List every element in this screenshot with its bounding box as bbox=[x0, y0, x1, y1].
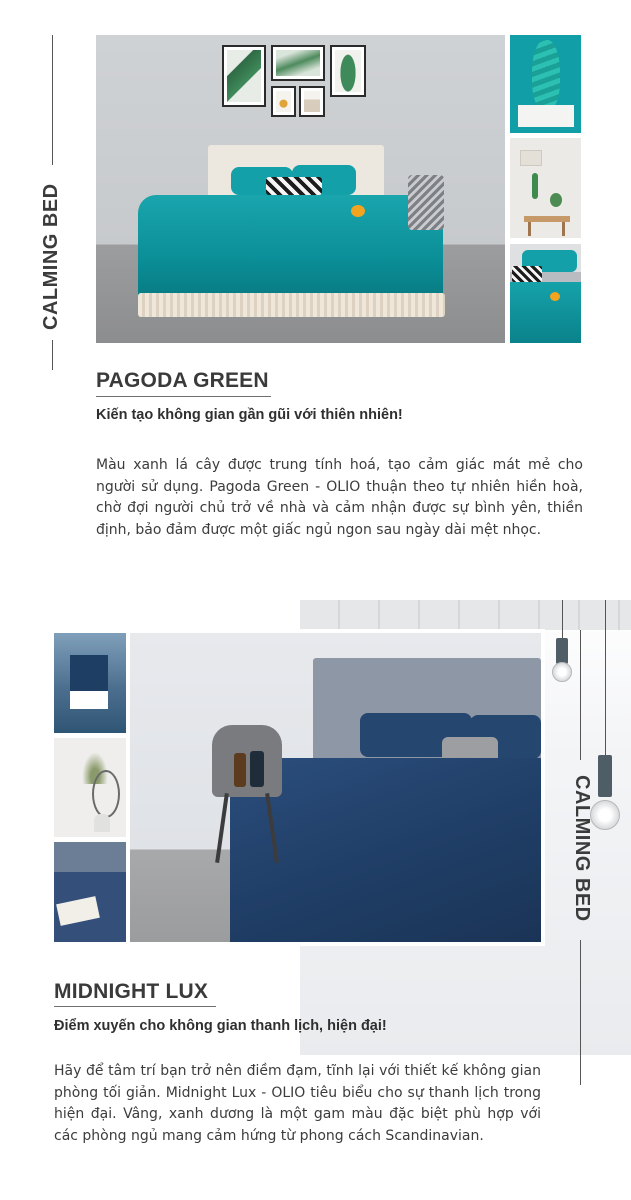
wall-frame bbox=[299, 86, 325, 117]
side-label-line-top bbox=[580, 630, 581, 760]
wall-frame bbox=[271, 86, 296, 117]
shag-rug bbox=[138, 293, 445, 317]
section-body: Hãy để tâm trí bạn trở nên điềm đạm, tĩnh lại với thiết kế không gian phòng tối giản. Midnight Lux - OLIO tiêu biểu cho sự thanh lịch trong hiện đại. Vâng, xanh dương là một gam màu đặc biệt phù hợp với các phòng ngủ mang cảm hứng từ phong cách Scandinavian. bbox=[54, 1063, 541, 1144]
pendant-bulb bbox=[552, 662, 572, 682]
section-subtitle: Kiến tạo không gian gần gũi với thiên nhiên! bbox=[96, 407, 403, 423]
title-underline bbox=[54, 1006, 216, 1007]
section-title: PAGODA GREEN bbox=[96, 369, 269, 392]
side-label: CALMING BED bbox=[571, 775, 593, 922]
pendant-lamp bbox=[598, 755, 612, 797]
navy-bed-reading-photo bbox=[54, 842, 126, 942]
side-label-line-top bbox=[52, 35, 53, 165]
bottle bbox=[234, 753, 246, 787]
side-label-line-bottom bbox=[580, 940, 581, 1085]
pendant-bulb bbox=[590, 800, 620, 830]
side-chair bbox=[408, 175, 444, 230]
teal-plant-photo bbox=[510, 35, 581, 133]
pagoda-green-bedroom-photo bbox=[96, 35, 505, 343]
side-label-line-bottom bbox=[52, 340, 53, 370]
wall-frame bbox=[271, 45, 325, 81]
title-underline bbox=[96, 396, 271, 397]
grey-chair bbox=[212, 725, 282, 797]
patterned-cushion bbox=[266, 177, 322, 195]
section-body: Màu xanh lá cây được trung tính hoá, tạo cảm giác mát mẻ cho người sử dụng. Pagoda Green - OLIO thuận theo tự nhiên hiền hoà, chờ đợi người chủ trở về nhà và cảm nhận được sự bình yên, thiền định, bảo đảm được một giấc ngủ ngon sau ngày dài mệt nhọc. bbox=[96, 457, 583, 538]
bottle bbox=[250, 751, 264, 787]
pendant-lamp bbox=[556, 638, 568, 664]
side-label: CALMING BED bbox=[40, 183, 62, 330]
teal-bed-closeup-photo bbox=[510, 244, 581, 343]
cactus-shelf-photo bbox=[510, 138, 581, 238]
toy-fruit bbox=[351, 205, 365, 217]
section-title: MIDNIGHT LUX bbox=[54, 980, 209, 1003]
midnight-lux-bedroom-photo bbox=[130, 633, 541, 942]
section-subtitle: Điểm xuyến cho không gian thanh lịch, hiện đại! bbox=[54, 1018, 387, 1034]
teal-duvet bbox=[138, 195, 443, 300]
wall-frame bbox=[330, 45, 366, 97]
ocean-swatch-photo bbox=[54, 633, 126, 733]
vase-branch-photo bbox=[54, 738, 126, 837]
wall-frame bbox=[222, 45, 266, 107]
